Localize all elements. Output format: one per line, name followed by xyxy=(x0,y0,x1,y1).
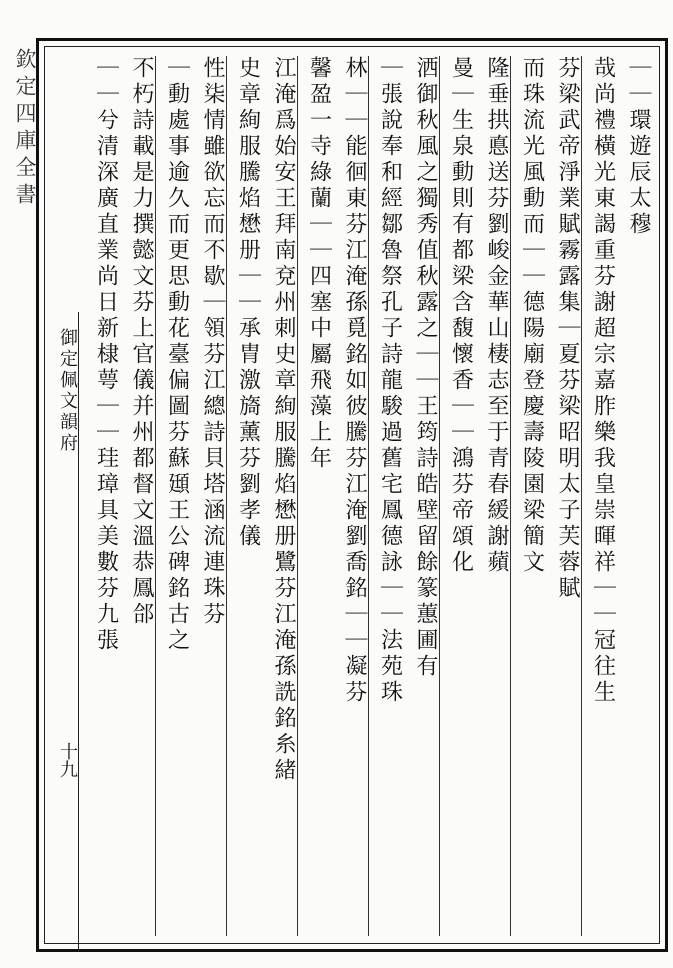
text-column: 而珠流光風動而｜｜德陽廟登慶壽陵園梁簡文 xyxy=(519,56,545,576)
text-column: 曼｜生泉動則有都梁含馥懷香｜｜鴻芬帝頌化 xyxy=(448,56,474,576)
column-rule xyxy=(297,56,298,936)
column-rule xyxy=(155,56,156,936)
text-column: 江淹爲始安王拜南兗州刺史章絢服騰焰懋册鷺芬江淹孫詵銘糸緒 xyxy=(271,56,296,784)
book-title: 御定佩文韻府 xyxy=(57,328,78,454)
text-column: 性柒情雖欲忘而不歇｜領芬江總詩貝塔涵流連珠芬 xyxy=(200,56,225,628)
text-column: ｜張說奉和經鄒魯祭孔子詩龍駿過舊宅鳳德詠｜｜法苑珠 xyxy=(377,56,403,706)
column-rule xyxy=(439,56,440,936)
text-column: 不朽詩載是力撰懿文芬上官儀并州都督文溫恭鳳郃 xyxy=(129,56,154,628)
center-strip xyxy=(52,312,79,952)
column-rule xyxy=(226,56,227,936)
text-column: ｜｜環遊辰太穆 xyxy=(626,56,651,238)
column-rule xyxy=(368,56,369,936)
text-column: ｜｜兮清深廣直業尚日新棣萼｜｜珪璋具美數芬九張 xyxy=(93,56,119,654)
text-column: 洒御秋風之獨秀值秋露之｜｜王筠詩皓壁留餘篆蕙圃有 xyxy=(413,56,438,680)
text-column: 馨盈一寺綠蘭｜｜四塞中屬飛藻上年 xyxy=(306,56,332,472)
text-column: 林｜｜能徊東芬江淹孫覓銘如彼騰芬江淹劉喬銘｜｜凝芬 xyxy=(342,56,367,706)
text-column: ｜動處事逾久而更思動花臺偏圖芬蘇頲王公碑銘古之 xyxy=(164,56,190,654)
page-number: 十九 xyxy=(57,742,78,778)
margin-title: 欽定四庫全書 xyxy=(13,48,37,210)
text-column: 芬梁武帝淨業賦霧露集｜夏芬梁昭明太子芙蓉賦 xyxy=(555,56,580,602)
text-column: 隆垂拱悳送芬劉峻金華山棲志至于青春緩謝蘋 xyxy=(484,56,509,576)
column-rule xyxy=(581,56,582,936)
column-rule xyxy=(510,56,511,936)
text-column: 哉尚禮橫光東謁重芬謝超宗嘉胙樂我皇崇暉祥｜｜冠往生 xyxy=(590,56,616,706)
text-column: 史章絢服騰焰懋册｜｜承胄激旖薰芬劉孝儀 xyxy=(235,56,261,550)
